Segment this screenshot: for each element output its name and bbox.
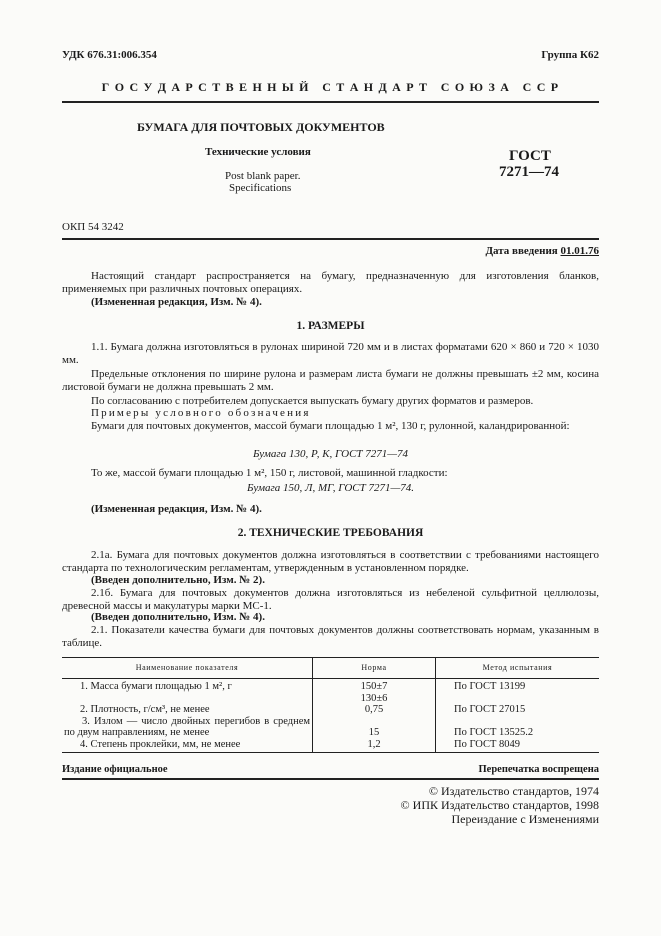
- okp-rule: [62, 238, 599, 240]
- indicator-cell: [62, 693, 313, 705]
- agreement-paragraph: По согласованию с потребителем допускается выпускать бумагу других форматов и размеров.: [91, 395, 534, 407]
- clause-2-1: 2.1. Показатели качества бумаги для почтовых документов должны соответствовать нормам, указанным в таблице.: [62, 624, 599, 649]
- section-1-edit-note: (Измененная редакция, Изм. № 4).: [91, 503, 262, 515]
- section-2-title: 2. ТЕХНИЧЕСКИЕ ТРЕБОВАНИЯ: [237, 527, 424, 539]
- method-cell: По ГОСТ 13199: [454, 681, 526, 692]
- english-title-line2: Specifications: [229, 182, 292, 194]
- table-row: [62, 739, 599, 753]
- gost-label: ГОСТ: [509, 148, 551, 164]
- indicator-cell: 4. Степень проклейки, мм, не менее: [62, 739, 313, 753]
- example-2-designation: Бумага 150, Л, МГ, ГОСТ 7271—74.: [247, 482, 414, 494]
- document-title: БУМАГА ДЛЯ ПОЧТОВЫХ ДОКУМЕНТОВ: [137, 120, 385, 134]
- indicator-cell: 3. Излом — число двойных перегибов в среднем по двум направлениям, не менее: [62, 716, 313, 739]
- table-row: [62, 679, 599, 693]
- section-1-title: 1. РАЗМЕРЫ: [296, 320, 365, 332]
- copyright-1974: © Издательство стандартов, 1974: [428, 784, 599, 798]
- clause-2-1b: 2.1б. Бумага для почтовых документов должна изготовляться из небеленой сульфитной целлюлозы, древесной массы и макулатуры марки МС-1.: [62, 587, 599, 612]
- intro-paragraph: Настоящий стандарт распространяется на бумагу, предназначенную для изготовления бланков, применяемых при различных почтовых операциях.: [62, 270, 599, 295]
- clause-1-1: 1.1. Бумага должна изготовляться в рулонах шириной 720 мм и в листах форматами 620 × 860 и 720 × 1030 мм.: [62, 341, 599, 366]
- group-code: Группа К62: [541, 49, 599, 61]
- indicator-cell: 1. Масса бумаги площадью 1 м², г: [62, 679, 313, 693]
- official-edition-label: Издание официальное: [62, 764, 168, 775]
- table-row: [62, 693, 599, 705]
- footer-rule: [62, 778, 599, 780]
- intro-date-label: Дата введения: [485, 245, 561, 257]
- method-cell: По ГОСТ 8049: [454, 738, 521, 750]
- state-standard-heading: Г О С У Д А Р С Т В Е Н Н Ы Й С Т А Н Д А Р Т С О Ю З А С С Р: [101, 80, 560, 94]
- method-cell: [436, 693, 600, 705]
- clause-2-1a-note: (Введен дополнительно, Изм. № 2).: [91, 574, 265, 586]
- method-cell: По ГОСТ 13525.2: [454, 727, 534, 738]
- norm-cell: 130±6: [313, 693, 436, 705]
- clause-2-1b-note: (Введен дополнительно, Изм. № 4).: [91, 611, 265, 623]
- header-norm: Норма: [313, 658, 436, 679]
- example-2-text: То же, массой бумаги площадью 1 м², 150 г, листовой, машинной гладкости:: [91, 467, 448, 479]
- norm-cell: 15: [313, 716, 436, 739]
- udk-code: УДК 676.31:006.354: [62, 49, 157, 61]
- example-1-designation: Бумага 130, Р, К, ГОСТ 7271—74: [252, 448, 409, 460]
- example-1-text: Бумаги для почтовых документов, массой бумаги площадью 1 м², 130 г, рулонной, каландрированной:: [91, 420, 570, 432]
- examples-heading: Примеры условного обозначения: [91, 407, 311, 419]
- intro-edit-note: (Измененная редакция, Изм. № 4).: [91, 296, 262, 308]
- reprint-prohibited-label: Перепечатка воспрещена: [478, 764, 599, 775]
- table-row: [62, 716, 599, 739]
- okp-code: ОКП 54 3242: [62, 221, 124, 233]
- header-rule: [62, 101, 599, 103]
- header-method: Метод испытания: [482, 663, 553, 673]
- gost-number: 7271—74: [499, 164, 559, 180]
- norm-cell: 150±7: [313, 679, 436, 693]
- document-subtitle: Технические условия: [205, 146, 311, 158]
- english-title-line1: Post blank paper.: [225, 170, 301, 182]
- clause-2-1a: 2.1а. Бумага для почтовых документов должна изготовляться в соответствии с требованиями настоящего стандарта по технологическим регламентам, утвержденным в установленном порядке.: [62, 549, 599, 574]
- norm-cell: 0,75: [313, 704, 436, 716]
- tolerance-paragraph: Предельные отклонения по ширине рулона и размерам листа бумаги не должны превышать ±2 мм, косина листовой бумаги не должна превышать 2 мм.: [62, 368, 599, 393]
- table-row: [62, 704, 599, 716]
- indicator-cell: 2. Плотность, г/см³, не менее: [62, 704, 313, 716]
- method-cell: По ГОСТ 27015: [454, 704, 526, 715]
- reissue-note: Переиздание с Изменениями: [451, 812, 599, 826]
- header-indicator: Наименование показателя: [62, 658, 313, 679]
- copyright-1998: © ИПК Издательство стандартов, 1998: [400, 798, 599, 812]
- table-header-row: [62, 658, 599, 679]
- intro-date-value: 01.01.76: [560, 245, 599, 257]
- introduction-date: [485, 245, 599, 257]
- quality-table: [62, 657, 599, 753]
- norm-cell: 1,2: [313, 739, 436, 753]
